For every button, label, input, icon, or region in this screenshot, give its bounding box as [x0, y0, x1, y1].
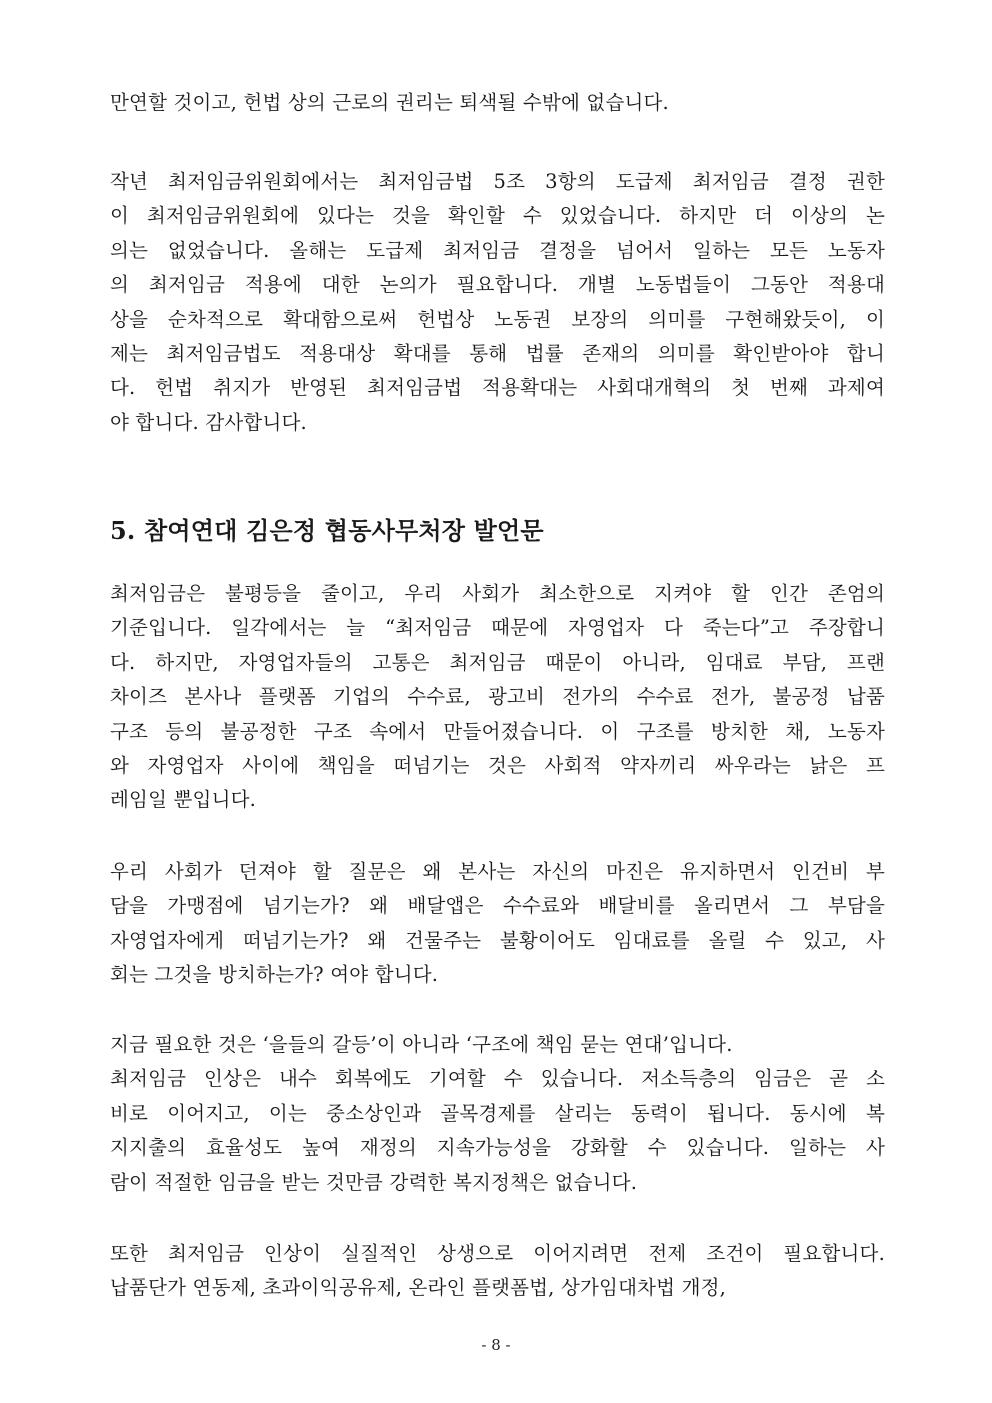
text-line: 최저임금은 불평등을 줄이고, 우리 사회가 최소한으로 지켜야 할 인간 존엄의 — [110, 582, 885, 605]
text-line: 자영업자에게 떠넘기는가? 왜 건물주는 불황이어도 임대료를 올릴 수 있고, 사 — [110, 928, 885, 952]
text-line: 람이 적절한 임금을 받는 것만큼 강력한 복지정책은 없습니다. — [110, 1170, 638, 1194]
paragraph-solidarity — [110, 1028, 885, 1200]
paragraph-inequality — [110, 577, 885, 818]
text-line: 작년 최저임금위원회에서는 최저임금법 5조 3항의 도급제 최저임금 결정 권한 — [110, 170, 885, 193]
page-number: - 8 - — [481, 1336, 511, 1354]
text-line: 지지출의 효율성도 높여 재정의 지속가능성을 강화할 수 있습니다. 일하는 사 — [110, 1136, 885, 1160]
text-line: 상을 순차적으로 확대함으로써 헌법상 노동권 보장의 의미를 구현해왔듯이, 이 — [110, 307, 885, 331]
text-line: 다. 하지만, 자영업자들의 고통은 최저임금 때문이 아니라, 임대료 부담, 프랜 — [110, 650, 885, 674]
text-line: 담을 가맹점에 넘기는가? 왜 배달앱은 수수료와 배달비를 올리면서 그 부담을 — [110, 894, 885, 918]
text-line: 야 합니다. 감사합니다. — [110, 410, 307, 434]
paragraph-minimum-wage-committee — [110, 165, 885, 440]
text-line: 이 최저임금위원회에 있다는 것을 확인할 수 있었습니다. 하지만 더 이상의 논 — [110, 204, 885, 228]
text-line: 레임일 뿐입니다. — [110, 788, 257, 812]
text-line: 비로 이어지고, 이는 중소상인과 골목경제를 살리는 동력이 됩니다. 동시에 복 — [110, 1101, 885, 1125]
text-line: 최저임금 인상은 내수 회복에도 기여할 수 있습니다. 저소득층의 임금은 곧 소 — [110, 1067, 885, 1091]
text-line: 기준입니다. 일각에서는 늘 “최저임금 때문에 자영업자 다 죽는다”고 주장합니 — [110, 616, 885, 640]
text-line: 의는 없었습니다. 올해는 도급제 최저임금 결정을 넘어서 일하는 모든 노동자 — [110, 238, 885, 262]
paragraph-questions — [110, 855, 885, 993]
text-line: 제는 최저임금법도 적용대상 확대를 통해 법률 존재의 의미를 확인받아야 합니 — [110, 341, 885, 365]
text-line: 우리 사회가 던져야 할 질문은 왜 본사는 자신의 마진은 유지하면서 인건비 부 — [110, 860, 885, 883]
section-heading: 5. 참여연대 김은정 협동사무처장 발언문 — [110, 516, 544, 545]
paragraph-continuation — [110, 86, 885, 120]
text-line: 회는 그것을 방치하는가? 여야 합니다. — [110, 963, 439, 987]
text-line: 의 최저임금 적용에 대한 논의가 필요합니다. 개별 노동법들이 그동안 적용대 — [110, 273, 885, 297]
text-line: 납품단가 연동제, 초과이익공유제, 온라인 플랫폼법, 상가임대차법 개정, — [110, 1276, 727, 1300]
text-line: 차이즈 본사나 플랫폼 기업의 수수료, 광고비 전가의 수수료 전가, 불공정 납품 — [110, 685, 885, 709]
text-line: 또한 최저임금 인상이 실질적인 상생으로 이어지려면 전제 조건이 필요합니다. — [110, 1242, 885, 1265]
text-line: 만연할 것이고, 헌법 상의 근로의 권리는 퇴색될 수밖에 없습니다. — [110, 91, 669, 114]
text-line: 다. 헌법 취지가 반영된 최저임금법 적용확대는 사회대개혁의 첫 번째 과제여 — [110, 376, 885, 400]
text-line: 와 자영업자 사이에 책임을 떠넘기는 것은 사회적 약자끼리 싸우라는 낡은 프 — [110, 753, 885, 777]
text-line: 구조 등의 불공정한 구조 속에서 만들어졌습니다. 이 구조를 방치한 채, 노동자 — [110, 719, 885, 743]
text-line: 지금 필요한 것은 ‘을들의 갈등’이 아니라 ‘구조에 책임 묻는 연대’입니다. — [110, 1033, 733, 1056]
paragraph-preconditions — [110, 1237, 885, 1306]
